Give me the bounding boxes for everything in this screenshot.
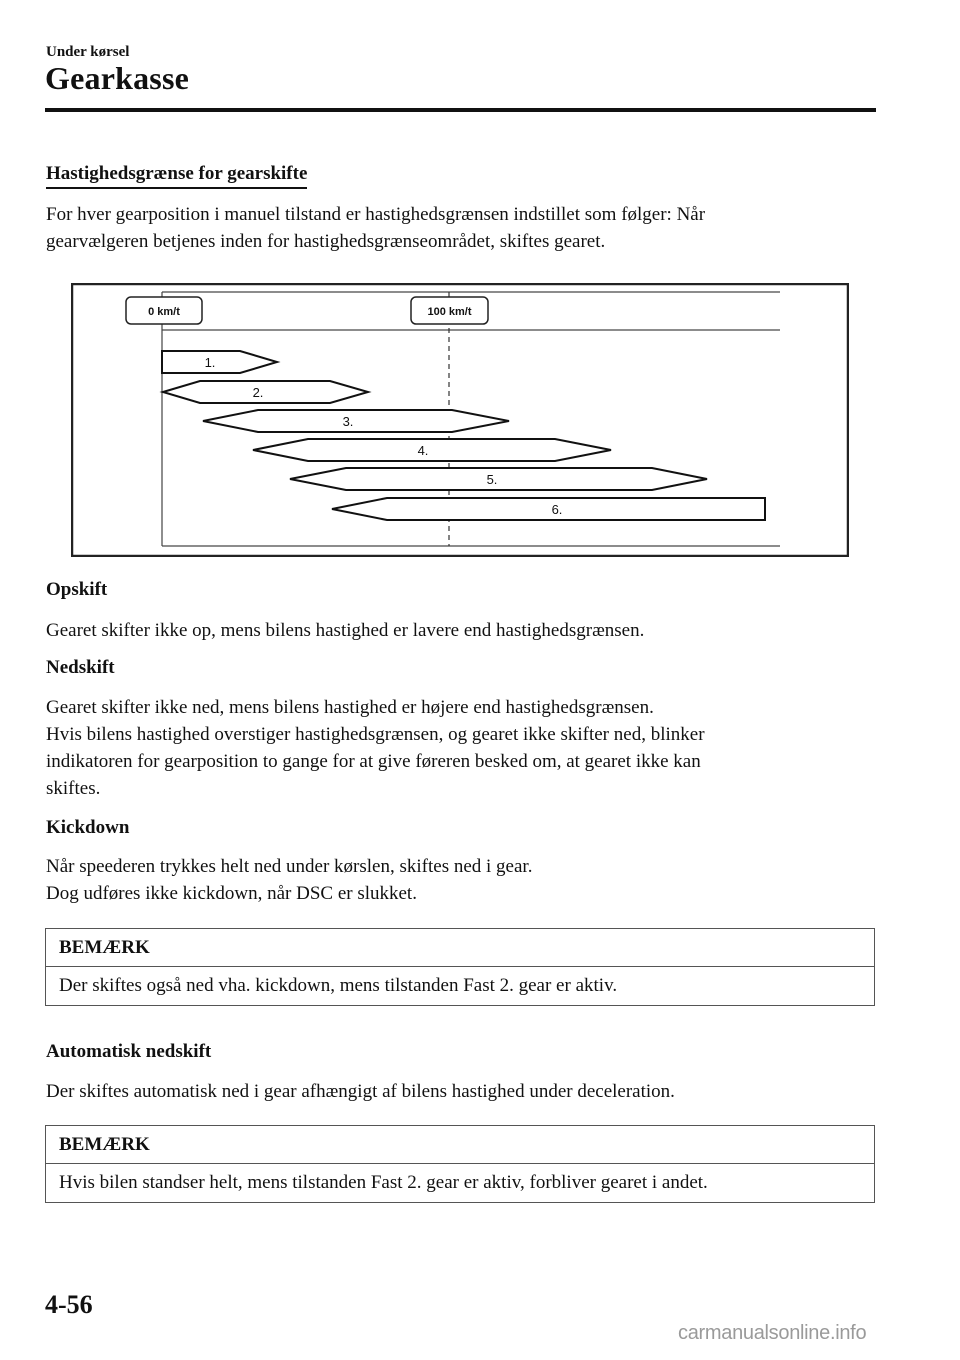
gear-5-range bbox=[290, 468, 707, 490]
nedskift-line4: skiftes. bbox=[46, 778, 101, 799]
gear-3-range bbox=[203, 410, 509, 432]
label-0-kmt bbox=[126, 297, 202, 324]
gear-speed-limit-diagram bbox=[71, 283, 849, 557]
label-100-kmt bbox=[411, 297, 488, 324]
watermark: carmanualsonline.info bbox=[678, 1322, 867, 1344]
kickdown-heading: Kickdown bbox=[46, 817, 130, 838]
svg-text:1.: 1. bbox=[204, 355, 216, 370]
opskift-text: Gearet skifter ikke op, mens bilens hastighed er lavere end hastighedsgrænsen. bbox=[46, 620, 645, 641]
nedskift-heading: Nedskift bbox=[46, 657, 115, 678]
gear-6-range bbox=[332, 498, 765, 520]
speed-limit-heading: Hastighedsgrænse for gearskifte bbox=[46, 162, 307, 189]
svg-text:100 km/t: 100 km/t bbox=[427, 306, 472, 318]
svg-text:0 km/t: 0 km/t bbox=[148, 306, 180, 318]
note-text: Der skiftes også ned vha. kickdown, mens tilstanden Fast 2. gear er aktiv. bbox=[59, 975, 618, 996]
svg-text:5.: 5. bbox=[486, 472, 498, 487]
auto-nedskift-text: Der skiftes automatisk ned i gear afhængigt af bilens hastighed under deceleration. bbox=[46, 1081, 675, 1102]
note-heading: BEMÆRK bbox=[46, 929, 874, 967]
auto-nedskift-heading: Automatisk nedskift bbox=[46, 1041, 212, 1062]
speed-limit-intro-line2: gearvælgeren betjenes inden for hastighedsgrænseområdet, skiftes gearet. bbox=[46, 231, 606, 252]
svg-text:2.: 2. bbox=[252, 385, 264, 400]
speed-limit-intro-line1: For hver gearposition i manuel tilstand er hastighedsgrænsen indstillet som følger: Når bbox=[46, 204, 706, 225]
gear-4-range bbox=[253, 439, 611, 461]
svg-text:6.: 6. bbox=[551, 502, 563, 517]
svg-text:4.: 4. bbox=[417, 443, 429, 458]
opskift-heading: Opskift bbox=[46, 579, 108, 600]
page-title: Gearkasse bbox=[45, 60, 190, 96]
nedskift-line3: indikatoren for gearposition to gange for at give føreren besked om, at gearet ikke kan bbox=[46, 751, 701, 772]
svg-text:3.: 3. bbox=[342, 414, 354, 429]
page-number: 4-56 bbox=[45, 1290, 93, 1319]
kickdown-line2: Dog udføres ikke kickdown, når DSC er slukket. bbox=[46, 883, 417, 904]
note-text: Hvis bilen standser helt, mens tilstanden Fast 2. gear er aktiv, forbliver gearet i andet. bbox=[59, 1172, 708, 1193]
gear-2-range bbox=[163, 381, 368, 403]
nedskift-line1: Gearet skifter ikke ned, mens bilens hastighed er højere end hastighedsgrænsen. bbox=[46, 697, 654, 718]
kickdown-line1: Når speederen trykkes helt ned under kørslen, skiftes ned i gear. bbox=[46, 856, 533, 877]
section-label: Under kørsel bbox=[46, 44, 130, 60]
title-divider bbox=[45, 108, 876, 112]
note-box-kickdown bbox=[45, 928, 875, 1006]
note-heading: BEMÆRK bbox=[46, 1126, 874, 1164]
note-box-auto-nedskift bbox=[45, 1125, 875, 1203]
nedskift-line2: Hvis bilens hastighed overstiger hastighedsgrænsen, og gearet ikke skifter ned, blinker bbox=[46, 724, 705, 745]
